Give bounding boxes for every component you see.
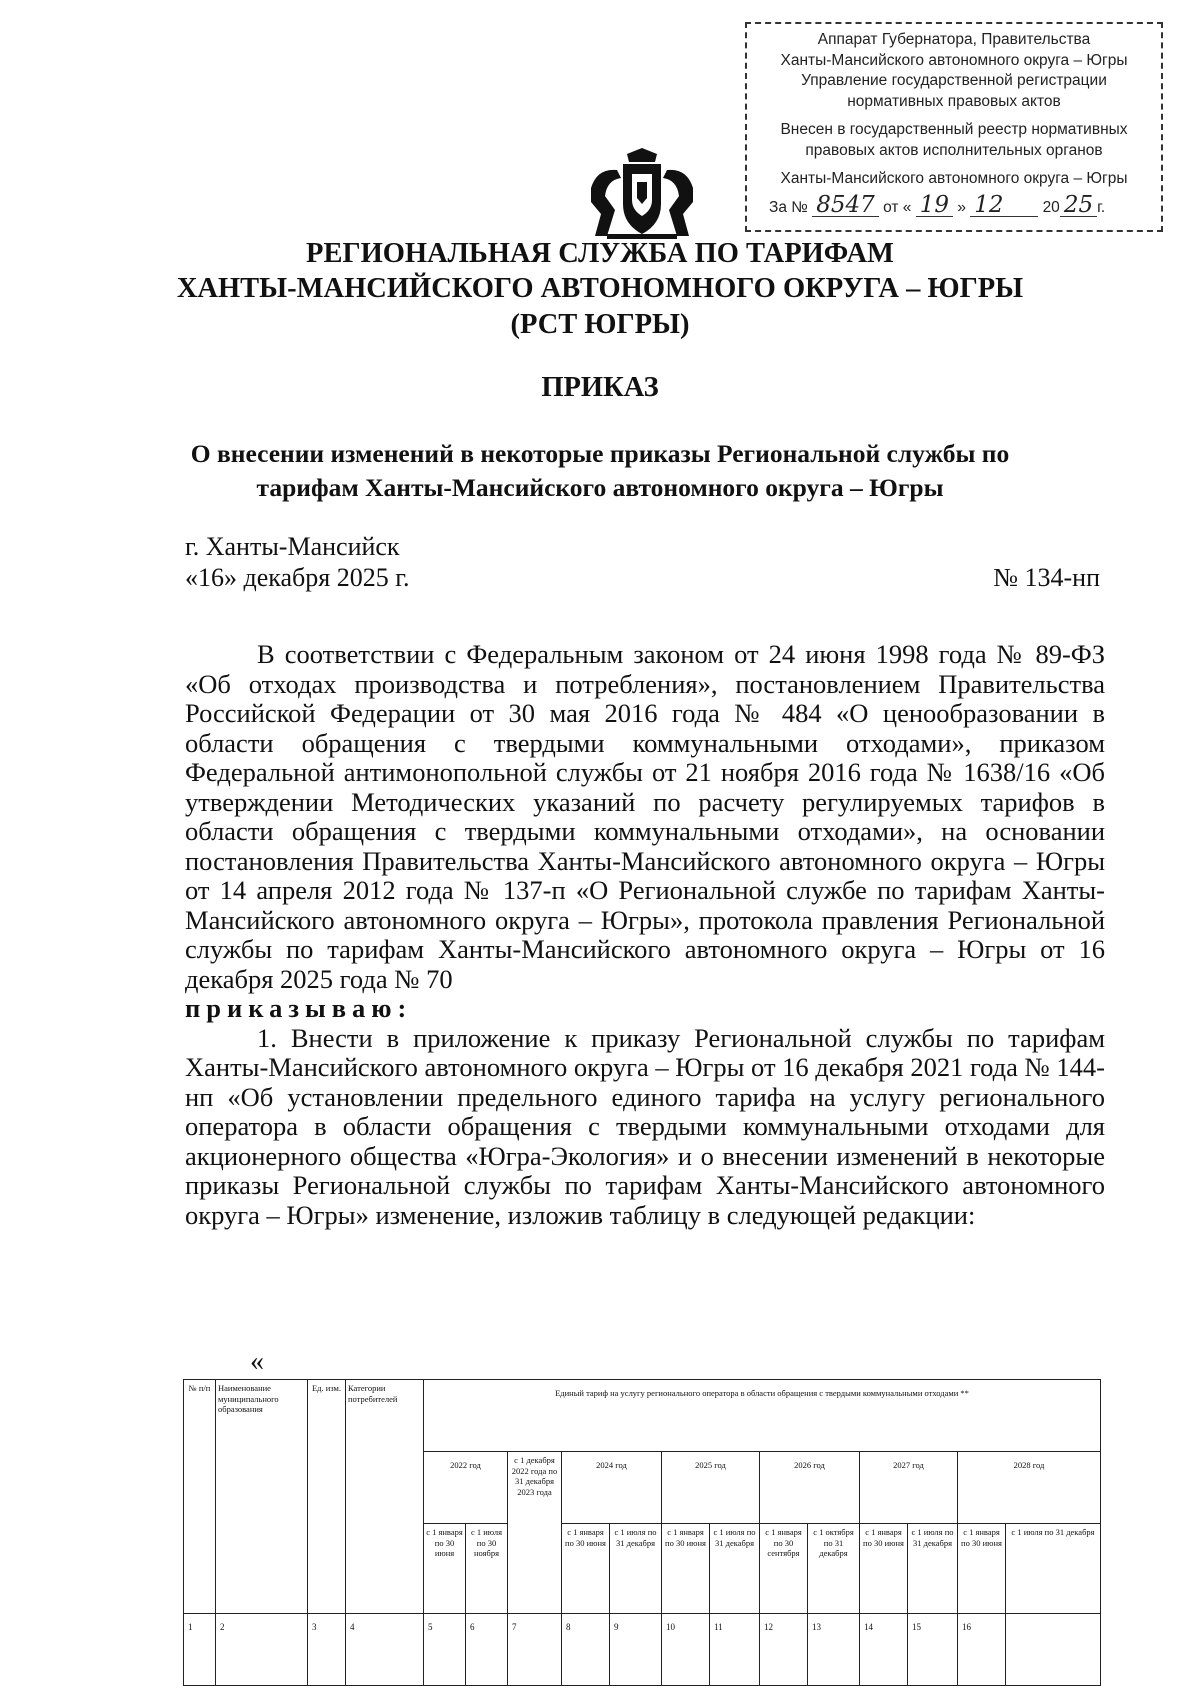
stamp-line: нормативных правовых актов (847, 92, 1061, 110)
column-number-row (184, 1614, 1101, 1686)
col-number: 3 (308, 1614, 346, 1686)
doc-number: № 134-нп (993, 563, 1100, 592)
col-category-header: Категории потребителей (346, 1380, 424, 1614)
col-unit-header: Ед. изм. (308, 1380, 346, 1614)
col-number: 1 (184, 1614, 216, 1686)
registration-stamp (745, 22, 1163, 232)
preamble: В соответствии с Федеральным законом от 24 июня 1998 года № 89-ФЗ «Об отходах производства и потребления», постановлением Правительства Российской Федерации от 30 мая 2016 года № 484 «О ценообразовании в области обращения с твердыми коммунальными отходами», приказом Федеральной антимонопольной службы от 21 ноября 2016 года № 1638/16 «Об утверждении Методических указаний по расчету регулируемых тарифов в области обращения с твердыми коммунальными отходами», на основании постановления Правительства Ханты-Мансийского автономного округа – Югры от 14 апреля 2012 года № 137-п «О Региональной службе по тарифам Ханты-Мансийского автономного округа – Югры», протокола правления Региональной службы по тарифам Ханты-Мансийского автономного округа – Югры от 16 декабря 2025 года № 70 (185, 639, 1105, 994)
stamp-reg-number: 8547 (812, 194, 879, 217)
stamp-line: Ханты-Мансийского автономного округа – Югры (780, 170, 1128, 187)
col-number: 7 (508, 1614, 562, 1686)
period-cell: с 1 января по 30 июня (424, 1524, 466, 1614)
col-number: 10 (662, 1614, 710, 1686)
stamp-reg-month: 12 (970, 194, 1038, 217)
order-word: приказываю (185, 993, 398, 1023)
period-cell: с 1 июля по 31 декабря (610, 1524, 662, 1614)
stamp-reg-year-prefix: 20 (1042, 198, 1060, 216)
col-number: 5 (424, 1614, 466, 1686)
col-number: 13 (808, 1614, 860, 1686)
city: г. Ханты-Мансийск (185, 532, 400, 561)
col-number: 16 (958, 1614, 1006, 1686)
stamp-line: Ханты-Мансийского автономного округа – Югры (780, 51, 1128, 69)
col-number: 6 (466, 1614, 508, 1686)
period-cell: с 1 июля по 31 декабря (908, 1524, 958, 1614)
org-name-abbr: (РСТ ЮГРЫ) (510, 309, 690, 340)
tariff-group-header: Единый тариф на услугу регионального оператора в области обращения с твердыми коммунальными отходами ** (424, 1380, 1101, 1452)
col-number: 8 (562, 1614, 610, 1686)
col-number: 2 (216, 1614, 308, 1686)
stamp-reg-g: г. (1097, 198, 1106, 216)
period-cell: с 1 октября по 31 декабря (808, 1524, 860, 1614)
year-2027: 2027 год (860, 1452, 958, 1524)
col-number: 15 (908, 1614, 958, 1686)
year-2026: 2026 год (760, 1452, 860, 1524)
item-1: 1. Внести в приложение к приказу Региональной службы по тарифам Ханты-Мансийского автономного округа – Югры от 16 декабря 2021 года № 144-нп «Об установлении предельного единого тарифа на услугу регионального оператора в области обращения с твердыми коммунальными отходами для акционерного общества «Югра-Экология» и о внесении изменений в некоторые приказы Региональной службы по тарифам Ханты-Мансийского автономного округа – Югры» изменение, изложив таблицу в следующей редакции: (185, 1022, 1105, 1230)
order-body (185, 640, 1105, 1230)
col-number: 4 (346, 1614, 424, 1686)
order-colon: : (397, 993, 407, 1023)
period-cell: с 1 января по 30 июня (662, 1524, 710, 1614)
stamp-reg-year: 25 (1060, 194, 1097, 217)
stamp-reg-prefix: За № (769, 198, 808, 216)
period-2022-2023: с 1 декабря 2022 года по 31 декабря 2023 года (508, 1452, 562, 1614)
doc-date: «16» декабря 2025 г. (185, 563, 410, 592)
stamp-reg-ot: от « (883, 198, 912, 216)
year-2022: 2022 год (424, 1452, 508, 1524)
year-2024: 2024 год (562, 1452, 662, 1524)
stamp-line: Внесен в государственный реестр нормативных (780, 121, 1128, 138)
period-cell: с 1 января по 30 июня (562, 1524, 610, 1614)
doc-type: ПРИКАЗ (541, 372, 659, 403)
org-name-line-1: РЕГИОНАЛЬНАЯ СЛУЖБА ПО ТАРИФАМ (306, 238, 894, 269)
table-header-row (184, 1380, 1101, 1452)
subject-line-2: тарифам Ханты-Мансийского автономного округа – Югры (256, 473, 944, 502)
stamp-reg-close: » (957, 198, 966, 216)
col-no-header: № п/п (184, 1380, 216, 1614)
period-cell: с 1 июля по 30 ноября (466, 1524, 508, 1614)
period-cell: с 1 июля по 31 декабря (710, 1524, 760, 1614)
col-number: 14 (860, 1614, 908, 1686)
stamp-reg-day: 19 (916, 194, 953, 217)
period-cell: с 1 января по 30 сентября (760, 1524, 808, 1614)
tariff-table (183, 1379, 1101, 1686)
stamp-registration-line (747, 191, 1161, 219)
subject-line-1: О внесении изменений в некоторые приказы Региональной службы по (190, 439, 1010, 468)
stamp-line: Управление государственной регистрации (801, 72, 1107, 89)
stamp-line: правовых актов исполнительных органов (805, 141, 1103, 159)
quote-open: « (250, 1346, 264, 1377)
period-cell: с 1 июля по 31 декабря (1006, 1524, 1101, 1614)
org-name-line-2: ХАНТЫ-МАНСИЙСКОГО АВТОНОМНОГО ОКРУГА – ЮГРЫ (176, 273, 1024, 304)
period-cell: с 1 января по 30 июня (860, 1524, 908, 1614)
col-number-extra (1006, 1614, 1101, 1686)
col-number: 11 (710, 1614, 760, 1686)
coat-of-arms-icon (587, 148, 697, 240)
period-cell: с 1 января по 30 июня (958, 1524, 1006, 1614)
col-number: 9 (610, 1614, 662, 1686)
col-number: 12 (760, 1614, 808, 1686)
col-name-header: Наименование муниципального образования (216, 1380, 308, 1614)
stamp-line: Аппарат Губернатора, Правительства (817, 31, 1091, 48)
year-2028: 2028 год (958, 1452, 1101, 1524)
year-2025: 2025 год (662, 1452, 760, 1524)
